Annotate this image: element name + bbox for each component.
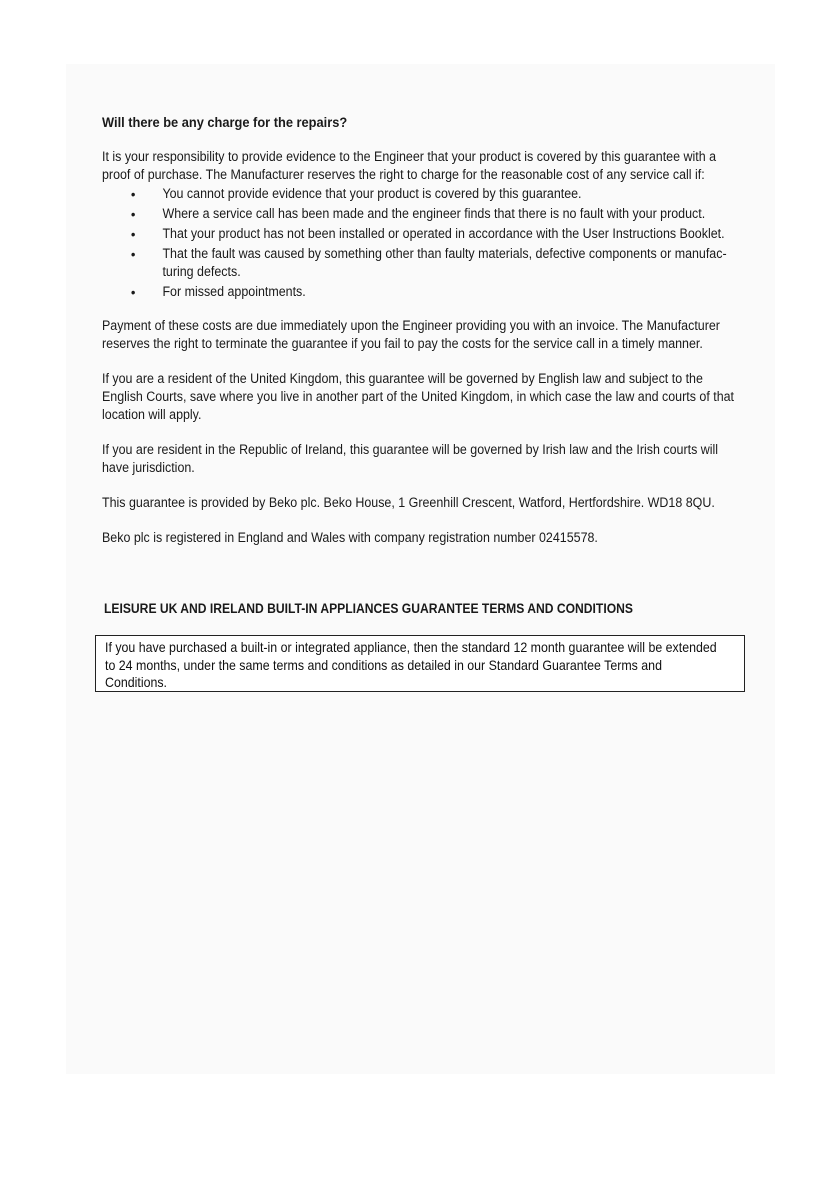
repairs-heading: Will there be any charge for the repairs? bbox=[102, 115, 348, 130]
charge-conditions-list bbox=[102, 185, 742, 301]
repairs-section bbox=[102, 114, 735, 564]
payment-paragraph: Payment of these costs are due immediately upon the Engineer providing you with an invoice. The Manufacturer reserves the right to terminate the guarantee if you fail to pay the costs for the service call in a timely manner. bbox=[102, 318, 720, 351]
builtin-guarantee-box bbox=[95, 635, 745, 692]
list-item: • Where a service call has been made and the engineer finds that there is no fault with your product. bbox=[102, 205, 742, 223]
registration-paragraph: Beko plc is registered in England and Wales with company registration number 02415578. bbox=[102, 530, 598, 545]
ireland-law-paragraph: If you are resident in the Republic of Ireland, this guarantee will be governed by Irish law and the Irish courts will have jurisdiction. bbox=[102, 442, 719, 475]
builtin-guarantee-text: If you have purchased a built-in or integrated appliance, then the standard 12 month guarantee will be extended to 24 months, under the same terms and conditions as detailed in our Standard Guarantee Terms and Conditions. bbox=[105, 639, 717, 690]
list-item: • For missed appointments. bbox=[102, 283, 742, 301]
list-item: • You cannot provide evidence that your product is covered by this guarantee. bbox=[102, 185, 742, 203]
builtin-section bbox=[104, 600, 804, 618]
provider-paragraph: This guarantee is provided by Beko plc. Beko House, 1 Greenhill Crescent, Watford, Hertfordshire. WD18 8QU. bbox=[102, 495, 715, 510]
builtin-section-title: LEISURE UK AND IRELAND BUILT-IN APPLIANCES GUARANTEE TERMS AND CONDITIONS bbox=[104, 601, 633, 616]
uk-law-paragraph: If you are a resident of the United Kingdom, this guarantee will be governed by English law and subject to the English Courts, save where you live in another part of the United Kingdom, in which case the law and courts of that location will apply. bbox=[102, 371, 735, 422]
list-item: • That your product has not been installed or operated in accordance with the User Instructions Booklet. bbox=[102, 225, 742, 243]
list-item: • That the fault was caused by something other than faulty materials, defective components or manufac-turing defects. bbox=[102, 245, 742, 281]
responsibility-paragraph: It is your responsibility to provide evidence to the Engineer that your product is covered by this guarantee with a proof of purchase. The Manufacturer reserves the right to charge for the reasonable cost of any service call if: bbox=[102, 149, 717, 182]
